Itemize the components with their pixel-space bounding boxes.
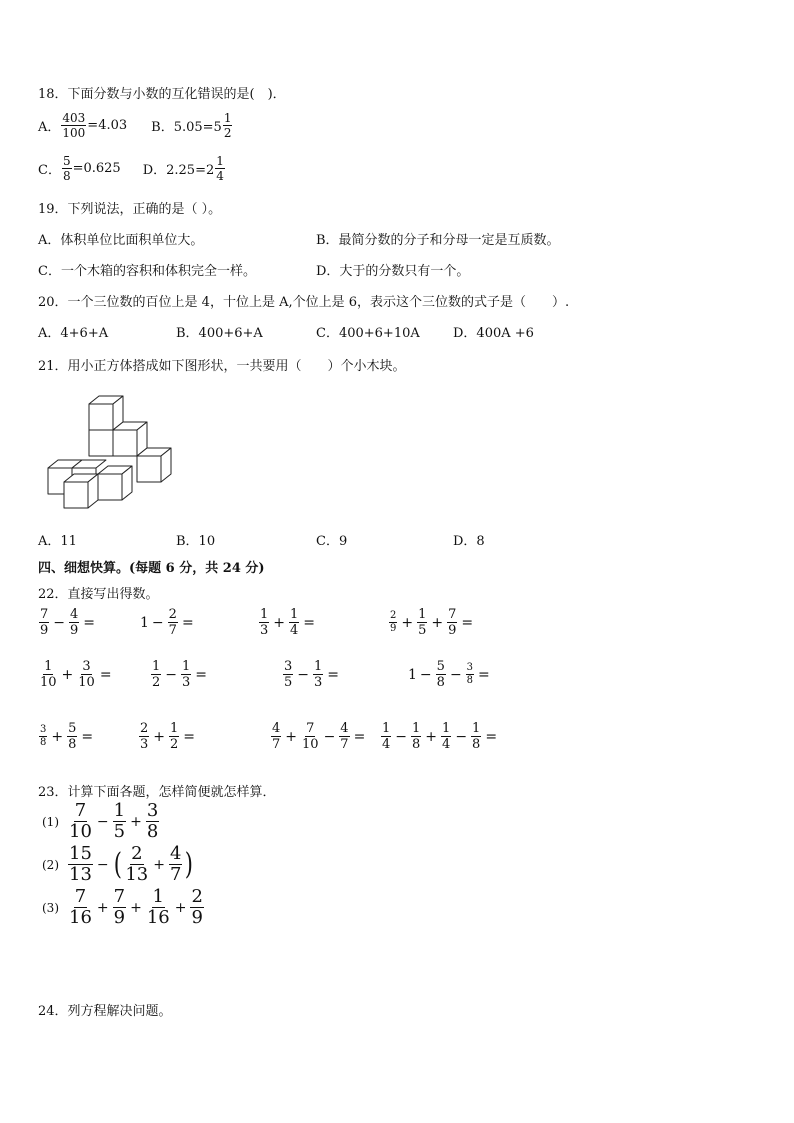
- q22-expr-10: $\frac{2}{3}$ + $\frac{1}{2}$ =: [140, 721, 196, 752]
- q21-option-a: A．11: [38, 534, 77, 549]
- q22-stem: 22．直接写出得数。: [38, 587, 159, 602]
- q18-options-cd: [38, 155, 226, 182]
- q24-stem: 24．列方程解决问题。: [38, 1004, 172, 1019]
- q19-stem: 19．下列说法，正确的是（ ）。: [38, 202, 222, 217]
- q18-option-b-fraction: [223, 112, 233, 139]
- fraction-numerator: 5: [62, 154, 71, 168]
- q18-option-c-prefix: C．: [38, 163, 61, 178]
- fraction-denominator: 4: [216, 169, 224, 183]
- q18-option-c-fraction: [62, 155, 72, 182]
- q23-item-1: (1) $\frac{7}{10}$ − $\frac{1}{5}$ + $\frac{3}{8}$: [42, 800, 159, 842]
- q19-option-c: C．一个木箱的容积和体积完全一样。: [38, 264, 256, 279]
- q18-option-a-rest: =4.03: [87, 118, 128, 133]
- section-four-heading: 四、细想快算。(每题 6 分，共 24 分): [38, 561, 265, 576]
- q20-stem: 20．一个三位数的百位上是 4，十位上是 A,个位上是 6，表示这个三位数的式子是（ ）.: [38, 295, 570, 310]
- q18-option-d-fraction: [215, 155, 225, 182]
- q19-option-d: D．大于的分数只有一个。: [316, 264, 470, 279]
- q18-option-a-fraction: [61, 112, 86, 139]
- q18-stem: 18．下面分数与小数的互化错误的是( )．: [38, 87, 286, 102]
- fraction-denominator: 100: [62, 126, 86, 140]
- q23-stem: 23．计算下面各题，怎样简便就怎样算．: [38, 785, 276, 800]
- fraction-denominator: 2: [223, 126, 232, 140]
- q19-option-b: B．最简分数的分子和分母一定是互质数。: [316, 233, 560, 248]
- q23-item-3: (3) $\frac{7}{16}$ + $\frac{7}{9}$ + $\frac{1}{16}$ + $\frac{2}{9}$: [42, 886, 203, 928]
- q23-item-2: (2) $\frac{15}{13}$ − ( $\frac{2}{13}$ + $\frac{4}{7}$ ): [42, 843, 194, 885]
- q22-expr-4: $\frac{2}{9}$ + $\frac{1}{5}$ + $\frac{7}{9}$ =: [390, 607, 474, 638]
- q22-expr-12: $\frac{1}{4}$ − $\frac{1}{8}$ + $\frac{1}{4}$ − $\frac{1}{8}$ =: [382, 721, 498, 752]
- q21-option-c: C．9: [316, 534, 348, 549]
- cube: [137, 448, 171, 482]
- cube: [89, 430, 113, 456]
- q20-option-c: C．400+6+10A: [316, 326, 420, 341]
- q18-option-a-prefix: A．: [38, 120, 61, 135]
- q21-option-b: B．10: [176, 534, 216, 549]
- fraction-numerator: 1: [223, 111, 232, 125]
- fraction-denominator: 8: [62, 169, 71, 183]
- q21-option-d: D．8: [453, 534, 485, 549]
- q18-option-c-rest: =0.625: [72, 161, 121, 176]
- cube: [89, 396, 123, 430]
- q22-expr-5: $\frac{1}{10}$ + $\frac{3}{10}$ =: [40, 659, 112, 690]
- q22-expr-3: $\frac{1}{3}$ + $\frac{1}{4}$ =: [260, 607, 316, 638]
- q20-option-a: A．4+6+A: [38, 326, 109, 341]
- cube: [64, 474, 98, 508]
- q18-option-b-prefix: B．5.05=5: [151, 120, 222, 135]
- q22-expr-9: $\frac{3}{8}$ + $\frac{5}{8}$ =: [40, 721, 94, 752]
- q18-options-ab: [38, 112, 233, 139]
- fraction-numerator: 403: [62, 111, 86, 125]
- cube: [98, 466, 132, 500]
- fraction-numerator: 1: [216, 154, 224, 168]
- q20-option-d: D．400A +6: [453, 326, 534, 341]
- q22-expr-7: $\frac{3}{5}$ − $\frac{1}{3}$ =: [284, 659, 340, 690]
- q18-option-d-prefix: D．2.25=2: [142, 163, 215, 178]
- q19-option-a: A．体积单位比面积单位大。: [38, 233, 204, 248]
- cube-stack-figure: [40, 390, 190, 515]
- cube: [113, 422, 147, 456]
- q22-expr-6: $\frac{1}{2}$ − $\frac{1}{3}$ =: [152, 659, 208, 690]
- q21-stem: 21．用小正方体搭成如下图形状，一共要用（ ）个小木块。: [38, 359, 406, 374]
- q22-expr-11: $\frac{4}{7}$ + $\frac{7}{10}$ − $\frac{4}{7}$ =: [272, 721, 366, 752]
- q22-expr-8: 1 − $\frac{5}{8}$ − $\frac{3}{8}$ =: [408, 659, 490, 690]
- q22-expr-1: $\frac{7}{9}$ − $\frac{4}{9}$ =: [40, 607, 96, 638]
- q22-expr-2: 1 − $\frac{2}{7}$ =: [140, 607, 194, 638]
- q20-option-b: B．400+6+A: [176, 326, 263, 341]
